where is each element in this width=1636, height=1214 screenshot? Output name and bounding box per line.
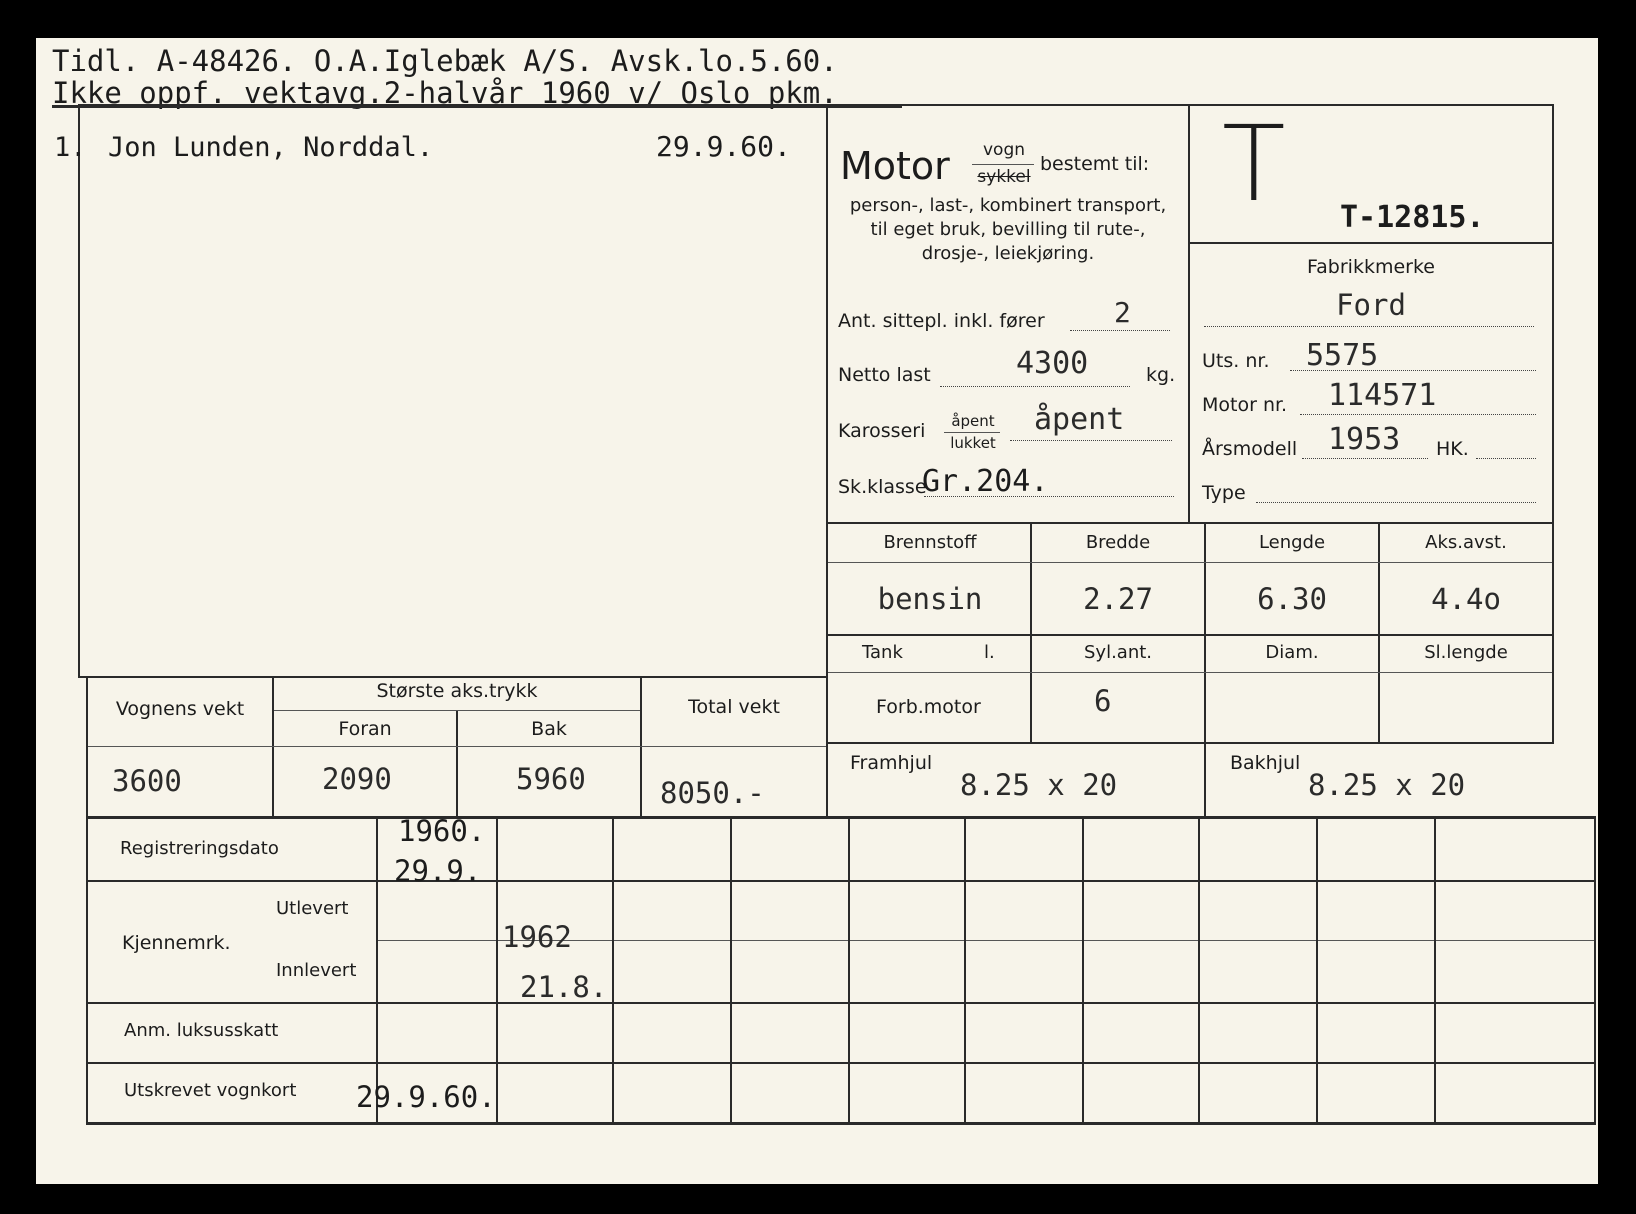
innlevert-label: Innlevert xyxy=(276,960,357,981)
bottom-col-5 xyxy=(848,816,850,1124)
owner-number: 1. xyxy=(54,132,87,163)
bottom-col-7 xyxy=(1082,816,1084,1124)
bottom-top-line xyxy=(86,816,1596,819)
kjennemrk-label: Kjennemrk. xyxy=(122,932,231,954)
frame-left-upper xyxy=(78,104,80,678)
header-line-1: Tidl. A-48426. O.A.Iglebæk A/S. Avsk.lo.5.60. xyxy=(52,44,838,78)
vognens-vekt-label: Vognens vekt xyxy=(115,698,245,720)
foran-value: 2090 xyxy=(322,762,392,796)
motor-desc-3: drosje-, leiekjøring. xyxy=(921,243,1095,264)
karosseri-label: Karosseri xyxy=(838,420,926,442)
spec-header-sylant: Syl.ant. xyxy=(1083,642,1153,663)
type-dotline xyxy=(1256,502,1536,503)
header-line-2: Ikke oppf. vektavg.2-halvår 1960 v/ Oslo pkm. xyxy=(52,76,838,110)
owner-date: 29.9.60. xyxy=(656,130,791,163)
innlevert-value-1: 1962 xyxy=(502,920,572,954)
bottom-col-3 xyxy=(612,816,614,1124)
motor-nr-value: 114571 xyxy=(1328,378,1437,413)
skklasse-value: Gr.204. xyxy=(922,464,1049,499)
bottom-bottom-line xyxy=(86,1122,1596,1125)
netto-unit: kg. xyxy=(1146,364,1176,386)
spec-header-diam: Diam. xyxy=(1265,642,1319,663)
registration-number: T-12815. xyxy=(1340,200,1485,235)
netto-dotline xyxy=(940,386,1130,387)
total-vekt-value: 8050.- xyxy=(660,776,765,810)
bottom-col-1 xyxy=(376,816,378,1124)
bottom-col-10 xyxy=(1434,816,1436,1124)
uts-label: Uts. nr. xyxy=(1202,350,1270,372)
fabrikk-dotline xyxy=(1204,326,1534,327)
fabrikk-label: Fabrikkmerke xyxy=(1306,256,1435,278)
spec-header-brennstoff: Brennstoff xyxy=(883,532,977,553)
netto-value: 4300 xyxy=(1016,346,1089,381)
motor-nr-dotline xyxy=(1300,414,1536,415)
utlevert-label: Utlevert xyxy=(276,898,349,919)
spec-value-aksavst: 4.4o xyxy=(1431,582,1501,616)
bottom-right-line xyxy=(1594,816,1596,1124)
registration-letter: T xyxy=(1222,103,1286,225)
spec-bottom-line xyxy=(828,742,1554,744)
divider-left-motor xyxy=(826,104,828,816)
weight-header-line xyxy=(88,746,826,747)
karosseri-top: åpent xyxy=(951,412,995,430)
bottom-row-1 xyxy=(86,880,1596,882)
motor-title: Motor xyxy=(840,144,950,188)
seats-value: 2 xyxy=(1114,296,1131,329)
spec-col-3 xyxy=(1378,524,1380,742)
bakhjul-label: Bakhjul xyxy=(1230,752,1301,774)
framhjul-label: Framhjul xyxy=(850,752,933,774)
motor-desc-2: til eget bruk, bevilling til rute-, xyxy=(870,219,1146,240)
aarsmodell-dotline xyxy=(1302,458,1428,459)
reg-divider xyxy=(1190,242,1552,244)
framhjul-value: 8.25 x 20 xyxy=(960,768,1118,802)
netto-label: Netto last xyxy=(838,364,931,386)
bottom-col-4 xyxy=(730,816,732,1124)
owner-name: Jon Lunden, Norddal. xyxy=(108,132,434,163)
spec-value-lengde: 6.30 xyxy=(1257,582,1327,616)
motor-frac-top: vogn xyxy=(982,140,1026,160)
vognens-vekt-value: 3600 xyxy=(112,764,182,798)
innlevert-value-2: 21.8. xyxy=(520,970,608,1004)
reg-value-1: 1960. xyxy=(398,814,486,848)
reg-label: Registreringsdato xyxy=(120,838,279,859)
seats-dotline xyxy=(1070,330,1170,331)
storste-label: Største aks.trykk xyxy=(376,680,538,702)
karosseri-frac-line xyxy=(944,432,1000,433)
motor-bestemt: bestemt til: xyxy=(1040,153,1150,175)
fabrikk-value: Ford xyxy=(1336,288,1406,322)
spec-header-l: l. xyxy=(984,642,995,663)
spec-col-1 xyxy=(1030,524,1032,742)
spec-header2-line xyxy=(828,672,1552,673)
hk-label: HK. xyxy=(1436,438,1469,460)
motor-frac-bottom: sykkel xyxy=(977,167,1031,187)
forb-motor-label: Forb.motor xyxy=(876,696,981,718)
spec-header-lengde: Lengde xyxy=(1258,532,1326,553)
karosseri-bottom: lukket xyxy=(950,434,996,452)
aarsmodell-label: Årsmodell xyxy=(1202,438,1298,460)
motor-nr-label: Motor nr. xyxy=(1202,394,1288,416)
utskrevet-value: 29.9.60. xyxy=(356,1080,496,1114)
utskrevet-label: Utskrevet vognkort xyxy=(124,1080,297,1101)
bottom-col-8 xyxy=(1198,816,1200,1124)
karosseri-value: åpent xyxy=(1034,402,1125,437)
spec-header-slengde: Sl.lengde xyxy=(1424,642,1508,663)
spec-header-bredde: Bredde xyxy=(1085,532,1151,553)
bottom-col-6 xyxy=(964,816,966,1124)
spec-header-aksavst: Aks.avst. xyxy=(1425,532,1507,553)
frame-left-lower xyxy=(86,676,88,1124)
uts-value: 5575 xyxy=(1306,338,1379,373)
weight-top-line xyxy=(80,676,826,678)
syl-value: 6 xyxy=(1094,684,1112,718)
anm-label: Anm. luksusskatt xyxy=(124,1020,279,1041)
weight-sub-line xyxy=(274,710,640,711)
total-vekt-label: Total vekt xyxy=(688,696,780,718)
bakhjul-value: 8.25 x 20 xyxy=(1308,768,1466,802)
bottom-row-3 xyxy=(86,1062,1596,1064)
frame-right-upper xyxy=(1552,104,1554,742)
spec-top-line xyxy=(828,522,1554,524)
spec-value-bredde: 2.27 xyxy=(1083,582,1153,616)
motor-desc-1: person-, last-, kombinert transport, xyxy=(849,195,1167,216)
hk-dotline xyxy=(1476,458,1536,459)
spec-value-brennstoff: bensin xyxy=(877,582,983,616)
foran-label: Foran xyxy=(338,718,392,740)
seats-label: Ant. sittepl. inkl. fører xyxy=(838,310,1045,332)
spec-col-2 xyxy=(1204,524,1206,816)
bak-label: Bak xyxy=(531,718,567,740)
bottom-row-2 xyxy=(86,1002,1596,1004)
bak-value: 5960 xyxy=(516,762,586,796)
spec-mid-line xyxy=(828,634,1554,636)
spec-header-line xyxy=(828,562,1552,563)
karosseri-dotline xyxy=(1010,440,1172,441)
bottom-col-9 xyxy=(1316,816,1318,1124)
bottom-col-2 xyxy=(496,816,498,1124)
frame-top xyxy=(78,104,1554,106)
skklasse-label: Sk.klasse xyxy=(838,476,927,498)
type-label: Type xyxy=(1202,482,1246,504)
reg-value-2: 29.9. xyxy=(394,854,482,888)
spec-header-tank: Tank xyxy=(862,642,903,663)
motor-frac-line xyxy=(972,164,1034,165)
aarsmodell-value: 1953 xyxy=(1328,422,1401,457)
